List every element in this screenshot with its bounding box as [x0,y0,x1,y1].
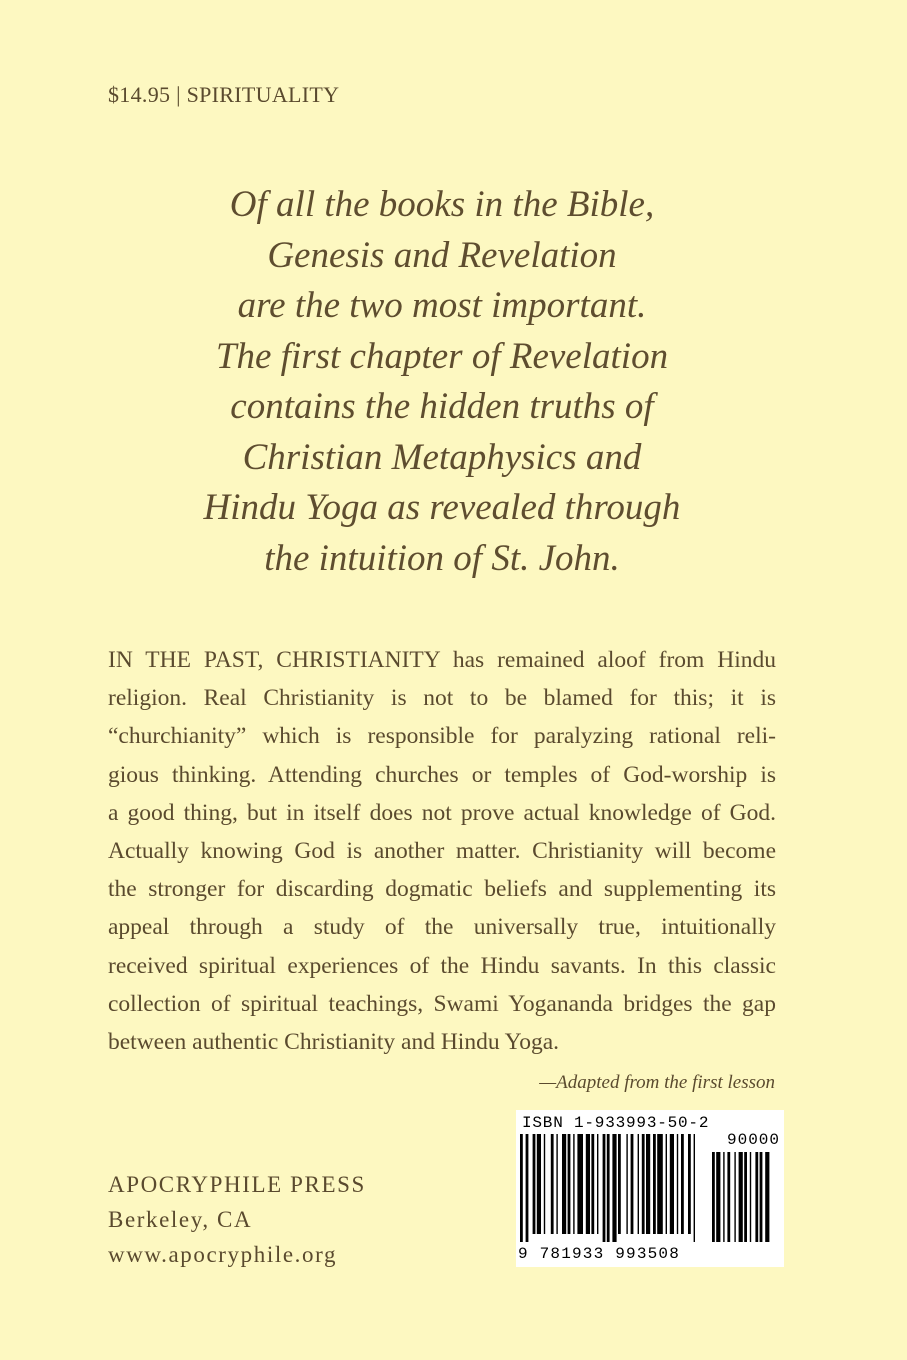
barcode-bar [603,1134,606,1242]
barcode-digits: 9 781933 993508 [518,1245,681,1263]
price-category: $14.95 | SPIRITUALITY [108,82,340,107]
barcode-bar [612,1134,616,1242]
quote-line: are the two most important. [237,285,647,326]
barcode-bar [607,1134,610,1242]
barcode-bar [666,1134,667,1234]
isbn-barcode [516,1110,784,1267]
description-paragraph [108,641,776,1061]
body-line: appeal through a study of the universally true, intuitionally [108,914,776,941]
body-line: gious thinking. Attending churches or temples of God-worship is [108,761,776,788]
barcode-bar [744,1152,747,1242]
quote-line: Of all the books in the Bible, [229,184,655,225]
barcode-bar [577,1134,583,1234]
barcode-bar [638,1134,639,1234]
barcode-bar [694,1134,695,1242]
quote-line: Christian Metaphysics and [242,436,642,478]
barcode-bar [568,1134,571,1234]
barcode-bar [712,1152,715,1242]
isbn-text: ISBN 1-933993-50-2 [522,1114,710,1132]
barcode-bar [750,1152,751,1242]
barcode-bars [520,1134,700,1242]
publisher-city: Berkeley, CA [108,1207,253,1232]
barcode-bar [657,1134,663,1234]
price-code: 90000 [726,1131,780,1149]
quote-line: Hindu Yoga as revealed through [203,487,681,528]
barcode-bar [631,1134,634,1234]
body-line: the stronger for discarding dogmatic beliefs and supplementing its [108,876,776,903]
barcode-bar [681,1134,684,1234]
quote-line: contains the hidden truths of [230,386,654,427]
barcode-bar [727,1152,730,1242]
barcode-bar [537,1134,541,1234]
barcode-bar [597,1134,598,1234]
barcode-bar [556,1134,557,1234]
barcode-bar [562,1134,566,1234]
barcode-bar [760,1152,763,1242]
pull-quote [140,180,744,584]
barcode-bar [526,1134,529,1242]
barcode-bar [591,1134,594,1234]
barcode-bar [573,1134,574,1234]
barcode-bar [544,1134,545,1234]
barcode-bar [670,1134,674,1234]
body-line: between authentic Christianity and Hindu Yoga. [108,1029,559,1056]
barcode-bar [653,1134,656,1234]
body-line: “churchianity” which is responsible for paralyzing rational reli- [108,723,776,750]
barcode-bar [551,1134,554,1234]
barcode-bar [677,1134,678,1234]
barcode-bar [755,1152,758,1242]
barcode-bar [642,1134,645,1234]
body-line: a good thing, but in itself does not prove actual knowledge of God. [108,799,776,826]
quote-line: the intuition of St. John. [264,537,620,579]
publisher-name: APOCRYPHILE PRESS [108,1172,366,1197]
body-line: religion. Real Christianity is not to be blamed for this; it is [108,685,776,712]
barcode-bar [520,1134,523,1242]
barcode-bar [618,1134,621,1234]
barcode-bar [723,1152,724,1242]
barcode-bar [716,1152,720,1242]
publisher-block [108,1167,366,1272]
barcode-bar [586,1134,590,1234]
barcode-bar [688,1134,691,1234]
barcode-bar [646,1134,650,1234]
barcode-bar [765,1152,769,1242]
barcode-bar [626,1134,627,1234]
body-line: collection of spiritual teachings, Swami Yogananda bridges the gap [108,990,776,1017]
quote-line: Genesis and Revelation [267,234,617,276]
attribution: —Adapted from the first lesson [539,1072,775,1093]
quote-line: The first chapter of Revelation [215,335,669,377]
barcode-extension-bars [712,1152,780,1242]
publisher-website: www.apocryphile.org [108,1242,338,1267]
body-line: Actually knowing God is another matter. Christianity will become [108,838,776,865]
barcode-bar [739,1152,743,1242]
barcode-bar [734,1152,735,1242]
body-line: IN THE PAST, CHRISTIANITY has remained aloof from Hindu [108,647,776,673]
body-line: received spiritual experiences of the Hindu savants. In this classic [108,952,776,979]
barcode-bar [533,1134,536,1234]
